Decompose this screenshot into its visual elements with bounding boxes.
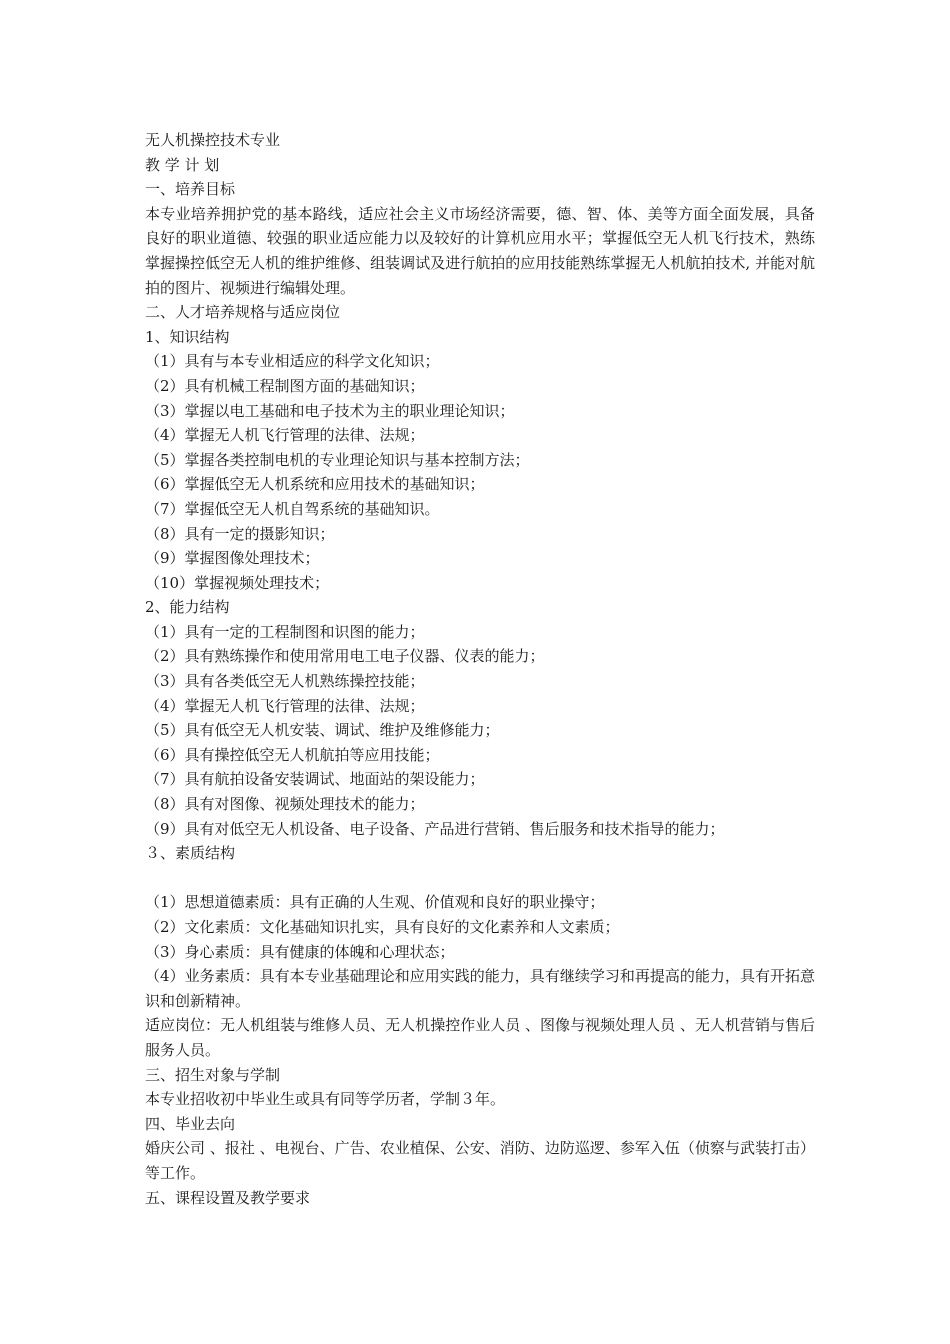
section-heading-specs: 二、人才培养规格与适应岗位 bbox=[145, 303, 341, 322]
ability-item: （6）具有操控低空无人机航拍等应用技能； bbox=[145, 745, 440, 764]
quality-item: （3）身心素质：具有健康的体魄和心理状态； bbox=[145, 942, 455, 961]
knowledge-item: （6）掌握低空无人机系统和应用技术的基础知识； bbox=[145, 475, 485, 494]
knowledge-item: （9）掌握图像处理技术； bbox=[145, 549, 320, 568]
knowledge-item: （10）掌握视频处理技术； bbox=[145, 573, 330, 592]
suitable-posts: 适应岗位：无人机组装与维修人员、无人机操控作业人员 、图像与视频处理人员 、无人机营销与售后服务人员。 bbox=[145, 1016, 815, 1059]
document-page bbox=[145, 128, 815, 1210]
ability-item: （5）具有低空无人机安装、调试、维护及维修能力； bbox=[145, 721, 500, 740]
ability-item: （2）具有熟练操作和使用常用电工电子仪器、仪表的能力； bbox=[145, 647, 545, 666]
knowledge-item: （3）掌握以电工基础和电子技术为主的职业理论知识； bbox=[145, 401, 515, 420]
quality-item: （4）业务素质：具有本专业基础理论和应用实践的能力，具有继续学习和再提高的能力，具有开拓意识和创新精神。 bbox=[145, 967, 815, 1010]
knowledge-item: （5）掌握各类控制电机的专业理论知识与基本控制方法； bbox=[145, 450, 530, 469]
knowledge-heading: 1、知识结构 bbox=[145, 327, 230, 346]
blank-line bbox=[145, 866, 815, 891]
ability-item: （1）具有一定的工程制图和识图的能力； bbox=[145, 622, 425, 641]
knowledge-item: （1）具有与本专业相适应的科学文化知识； bbox=[145, 352, 440, 371]
section-heading-goals: 一、培养目标 bbox=[145, 180, 236, 199]
section-heading-career: 四、毕业去向 bbox=[145, 1114, 236, 1133]
doc-title: 无人机操控技术专业 bbox=[145, 131, 281, 149]
career-paragraph: 婚庆公司 、报社 、电视台、广告、农业植保、公安、消防、边防巡逻、参军入伍（侦察与武装打击）等工作。 bbox=[145, 1139, 815, 1182]
ability-item: （8）具有对图像、视频处理技术的能力； bbox=[145, 795, 425, 814]
quality-heading: ３、素质结构 bbox=[145, 844, 236, 863]
section-heading-enrollment: 三、招生对象与学制 bbox=[145, 1065, 281, 1084]
ability-item: （3）具有各类低空无人机熟练操控技能； bbox=[145, 672, 425, 691]
knowledge-item: （8）具有一定的摄影知识； bbox=[145, 524, 335, 543]
goals-paragraph: 本专业培养拥护党的基本路线，适应社会主义市场经济需要，德、智、体、美等方面全面发展，具备良好的职业道德、较强的职业适应能力以及较好的计算机应用水平；掌握低空无人机飞行技术，熟练掌握操控低空无人机的维护维修、组装调试及进行航拍的应用技能熟练掌握无人机航拍技术, 并能对航拍的图片、视频进行编辑处理。 bbox=[145, 204, 815, 297]
section-heading-courses: 五、课程设置及教学要求 bbox=[145, 1188, 311, 1207]
ability-heading: 2、能力结构 bbox=[145, 598, 230, 617]
knowledge-item: （4）掌握无人机飞行管理的法律、法规； bbox=[145, 426, 425, 445]
knowledge-item: （7）掌握低空无人机自驾系统的基础知识。 bbox=[145, 499, 440, 518]
doc-subtitle: 教 学 计 划 bbox=[145, 155, 220, 174]
quality-item: （1）思想道德素质：具有正确的人生观、价值观和良好的职业操守； bbox=[145, 893, 605, 912]
knowledge-item: （2）具有机械工程制图方面的基础知识； bbox=[145, 376, 425, 395]
quality-item: （2）文化素质：文化基础知识扎实，具有良好的文化素养和人文素质； bbox=[145, 918, 620, 936]
enrollment-paragraph: 本专业招收初中毕业生或具有同等学历者，学制３年。 bbox=[145, 1090, 506, 1109]
ability-item: （7）具有航拍设备安装调试、地面站的架设能力； bbox=[145, 770, 485, 789]
ability-item: （9）具有对低空无人机设备、电子设备、产品进行营销、售后服务和技术指导的能力； bbox=[145, 819, 725, 838]
ability-item: （4）掌握无人机飞行管理的法律、法规； bbox=[145, 696, 425, 715]
